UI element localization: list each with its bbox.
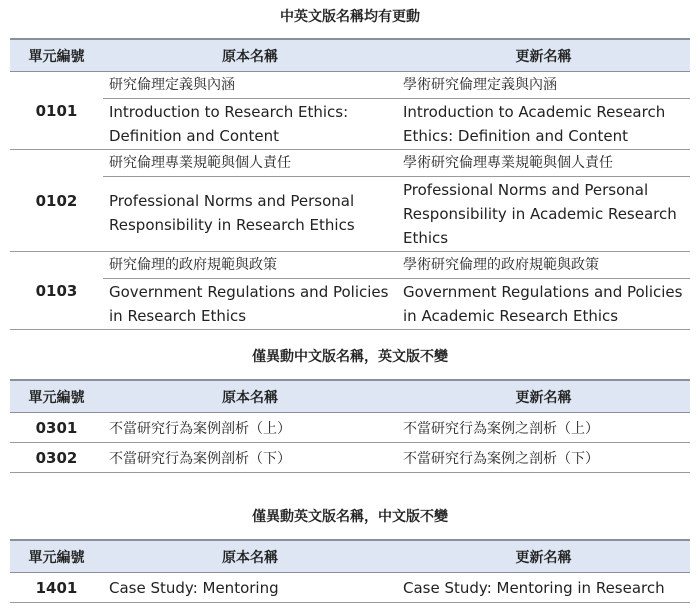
en-changed-table [10,539,690,603]
header-original: 原本名稱 [103,380,397,413]
header-updated: 更新名稱 [397,380,690,413]
unit-code: 0101 [10,72,103,150]
original-en: Government Regulations and Policies in Research Ethics [109,283,389,325]
updated-zh: 學術研究倫理的政府規範與政策 [397,252,690,279]
table-row [10,573,690,603]
original-zh: 研究倫理的政府規範與政策 [103,252,397,279]
table-row [10,150,690,252]
both-changed-table [10,38,690,330]
header-code: 單元編號 [10,380,103,413]
original-en: Professional Norms and Personal Responsibility in Research Ethics [109,192,355,234]
table-row [10,443,690,473]
table-row [10,252,690,330]
updated-en: Government Regulations and Policies in Academic Research Ethics [403,283,683,325]
unit-code: 1401 [10,573,103,603]
table-row [10,413,690,443]
original-name: 不當研究行為案例剖析（上） [103,413,397,443]
unit-code: 0103 [10,252,103,330]
header-original: 原本名稱 [103,540,397,573]
unit-code: 0301 [10,413,103,443]
zh-changed-table [10,379,690,473]
section-title: 中英文版名稱均有更動 [280,9,420,25]
table-header [10,380,690,413]
header-code: 單元編號 [10,39,103,72]
table-header [10,39,690,72]
header-original: 原本名稱 [103,39,397,72]
updated-en: Professional Norms and Personal Responsibility in Academic Research Ethics [403,181,677,247]
unit-code: 0102 [10,150,103,252]
header-updated: 更新名稱 [397,39,690,72]
updated-name: Case Study: Mentoring in Research [397,573,690,603]
original-name: Case Study: Mentoring [103,573,397,603]
updated-zh: 學術研究倫理專業規範與個人責任 [397,150,690,177]
original-en: Introduction to Research Ethics: Definition and Content [109,103,349,145]
section-title: 僅異動英文版名稱，中文版不變 [252,509,448,525]
updated-name: 不當研究行為案例之剖析（下） [397,443,690,473]
updated-en: Introduction to Academic Research Ethics: Definition and Content [403,103,666,145]
header-code: 單元編號 [10,540,103,573]
original-zh: 研究倫理專業規範與個人責任 [103,150,397,177]
updated-zh: 學術研究倫理定義與內涵 [397,72,690,99]
table-header [10,540,690,573]
unit-code: 0302 [10,443,103,473]
original-name: 不當研究行為案例剖析（下） [103,443,397,473]
table-row [10,72,690,150]
header-updated: 更新名稱 [397,540,690,573]
original-zh: 研究倫理定義與內涵 [103,72,397,99]
section-title: 僅異動中文版名稱，英文版不變 [252,349,448,365]
updated-name: 不當研究行為案例之剖析（上） [397,413,690,443]
